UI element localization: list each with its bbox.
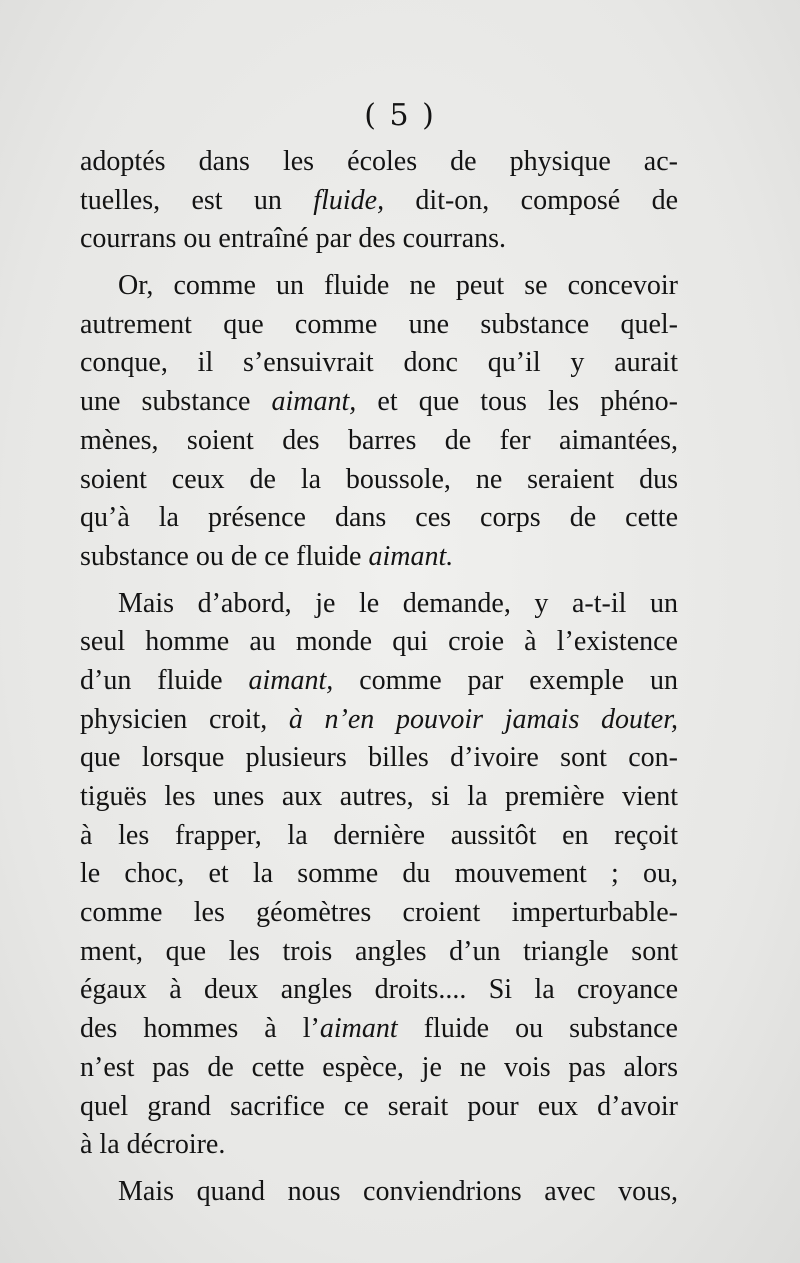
text-line: qu’à la présence dans ces corps de cette <box>80 502 678 534</box>
text-line: à la décroire. <box>80 1129 226 1161</box>
text-line: autrement que comme une substance quel- <box>80 308 678 340</box>
text-line: n’est pas de cette espèce, je ne vois pas alors <box>80 1051 678 1083</box>
text-line: des hommes à l’aimant fluide ou substance <box>80 1013 678 1045</box>
text-line: seul homme au monde qui croie à l’existence <box>80 626 678 658</box>
text-line: que lorsque plusieurs billes d’ivoire sont con- <box>80 742 678 774</box>
text-line: tiguës les unes aux autres, si la première vient <box>80 781 678 812</box>
text-line: Mais d’abord, je le demande, y a-t-il un <box>118 587 678 619</box>
text-line: ment, que les trois angles d’un triangle sont <box>80 935 678 967</box>
text-line: adoptés dans les écoles de physique ac- <box>80 146 678 177</box>
text-line: d’un fluide aimant, comme par exemple un <box>80 664 678 696</box>
text-line: courrans ou entraîné par des courrans. <box>80 223 507 255</box>
paragraph-gap <box>80 577 678 585</box>
text-line: une substance aimant, et que tous les phéno- <box>80 386 678 418</box>
paragraph-gap <box>80 1165 678 1173</box>
text-line: physicien croit, à n’en pouvoir jamais douter, <box>80 703 678 735</box>
text-line: Or, comme un fluide ne peut se concevoir <box>118 270 678 302</box>
text-line: soient ceux de la boussole, ne seraient dus <box>80 463 678 495</box>
text-line: à les frapper, la dernière aussitôt en reçoit <box>80 819 678 851</box>
paragraph-gap <box>80 259 678 267</box>
text-line: le choc, et la somme du mouvement ; ou, <box>80 858 678 890</box>
text-line: comme les géomètres croient imperturbable- <box>80 897 678 929</box>
body-text <box>80 143 678 1212</box>
text-line: quel grand sacrifice ce serait pour eux d’avoir <box>80 1090 678 1122</box>
text-line: conque, il s’ensuivrait donc qu’il y aurait <box>80 347 678 379</box>
page-number: ( 5 ) <box>364 98 436 133</box>
text-line: tuelles, est un fluide, dit-on, composé de <box>80 184 678 216</box>
text-line: Mais quand nous conviendrions avec vous, <box>118 1175 678 1207</box>
text-line: égaux à deux angles droits.... Si la croyance <box>80 974 678 1006</box>
text-line: substance ou de ce fluide aimant. <box>80 540 454 572</box>
text-line: mènes, soient des barres de fer aimantées, <box>80 424 678 456</box>
